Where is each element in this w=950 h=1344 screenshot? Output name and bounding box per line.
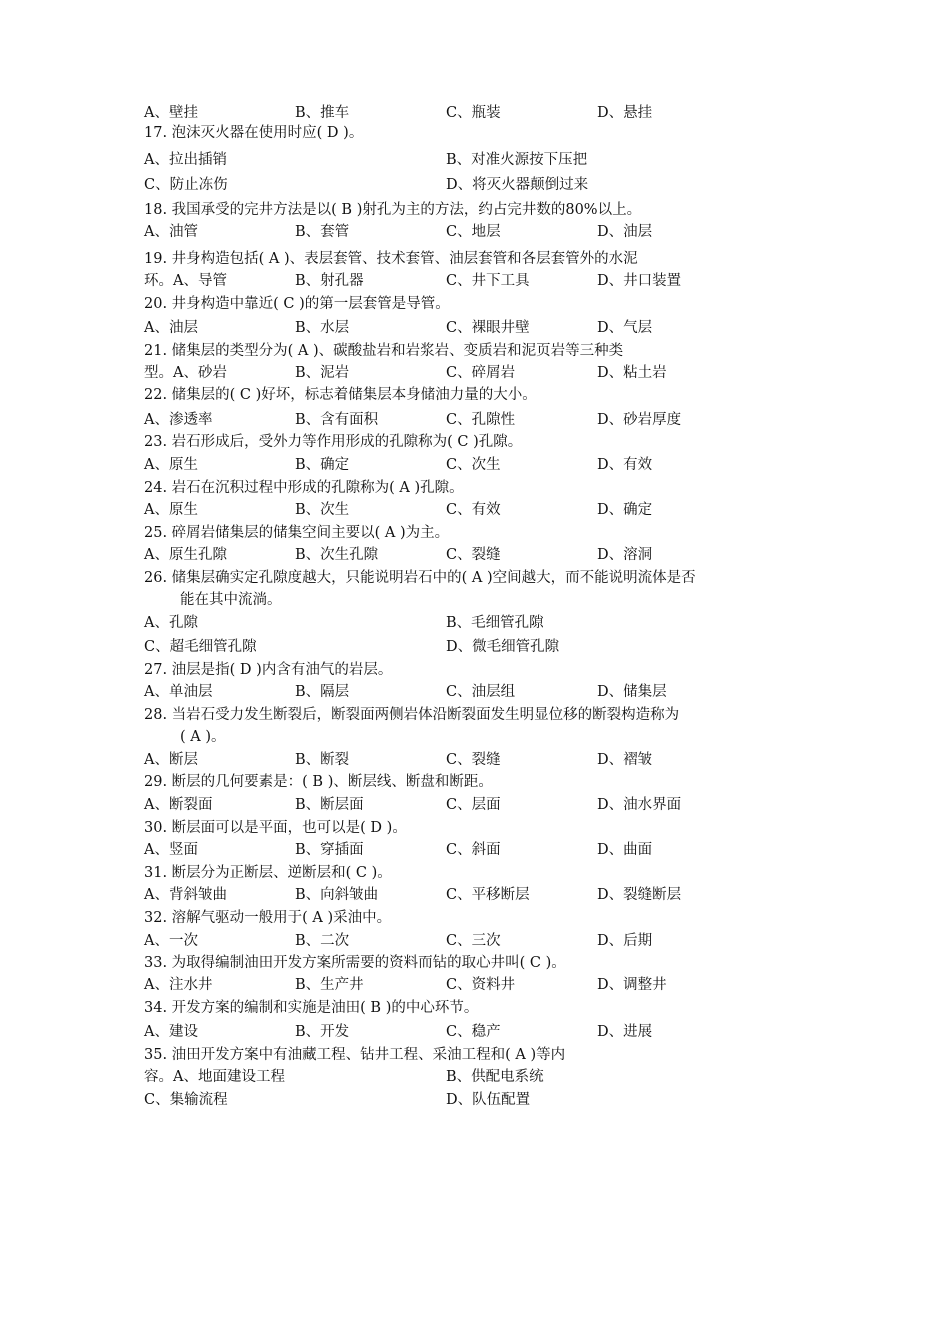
- question-27: 27. 油层是指( D )内含有油气的岩层。: [144, 662, 393, 678]
- option-d: D、裂缝断层: [597, 887, 682, 903]
- option-c: C、有效: [446, 502, 501, 518]
- option-c: C、斜面: [446, 842, 501, 858]
- question-34: 34. 开发方案的编制和实施是油田( B )的中心环节。: [144, 1000, 479, 1016]
- option-d: D、油水界面: [597, 797, 682, 813]
- option-b: B、水层: [295, 320, 350, 336]
- option-b: B、确定: [295, 457, 350, 473]
- option-b: B、隔层: [295, 684, 350, 700]
- question-35: 35. 油田开发方案中有油藏工程、钻井工程、采油工程和( A )等内: [144, 1047, 566, 1063]
- option-b: B、次生孔隙: [295, 547, 379, 563]
- option-c: C、平移断层: [446, 887, 530, 903]
- option-b: B、穿插面: [295, 842, 364, 858]
- option-d: D、微毛细管孔隙: [446, 639, 560, 655]
- option-a: A、油层: [144, 320, 198, 336]
- question-30: 30. 断层面可以是平面，也可以是( D )。: [144, 820, 407, 836]
- option-d: D、粘土岩: [597, 365, 667, 381]
- option-a: A、断层: [144, 752, 198, 768]
- option-c: C、防止冻伤: [144, 177, 228, 193]
- option-b: B、泥岩: [295, 365, 350, 381]
- question-19: 19. 井身构造包括( A )、表层套管、技术套管、油层套管和各层套管外的水泥: [144, 251, 638, 267]
- option-d: D、进展: [597, 1024, 653, 1040]
- option-c: C、油层组: [446, 684, 516, 700]
- option-b: B、开发: [295, 1024, 350, 1040]
- option-a: A、单油层: [144, 684, 213, 700]
- question-25: 25. 碎屑岩储集层的储集空间主要以( A )为主。: [144, 525, 450, 541]
- option-c: C、集输流程: [144, 1092, 228, 1108]
- option-a: A、一次: [144, 933, 198, 949]
- option-d: D、有效: [597, 457, 653, 473]
- option-d: D、油层: [597, 224, 653, 240]
- option-a: A、竖面: [144, 842, 198, 858]
- option-c: C、次生: [446, 457, 501, 473]
- option-a: A、建设: [144, 1024, 198, 1040]
- question-18: 18. 我国承受的完井方法是以( B )射孔为主的方法，约占完井数的80%以上。: [144, 202, 642, 218]
- question-28-continued: ( A )。: [180, 729, 226, 745]
- question-22: 22. 储集层的( C )好坏，标志着储集层本身储油力量的大小。: [144, 387, 537, 403]
- option-b: B、套管: [295, 224, 350, 240]
- question-23: 23. 岩石形成后，受外力等作用形成的孔隙称为( C )孔隙。: [144, 434, 523, 450]
- option-d: D、后期: [597, 933, 653, 949]
- question-24: 24. 岩石在沉积过程中形成的孔隙称为( A )孔隙。: [144, 480, 464, 496]
- option-d: D、悬挂: [597, 105, 653, 121]
- option-a: A、原生: [144, 457, 198, 473]
- option-d: D、确定: [597, 502, 653, 518]
- option-b: B、含有面积: [295, 412, 379, 428]
- option-d: D、气层: [597, 320, 653, 336]
- option-b: B、射孔器: [295, 273, 364, 289]
- option-a: A、油管: [144, 224, 198, 240]
- option-c: C、超毛细管孔隙: [144, 639, 257, 655]
- option-d: D、曲面: [597, 842, 653, 858]
- question-32: 32. 溶解气驱动一般用于( A )采油中。: [144, 910, 392, 926]
- option-d: D、褶皱: [597, 752, 653, 768]
- option-b: B、推车: [295, 105, 350, 121]
- option-a: A、拉出插销: [144, 152, 227, 168]
- option-d: D、溶洞: [597, 547, 653, 563]
- question-26: 26. 储集层确实定孔隙度越大，只能说明岩石中的( A )空间越大，而不能说明流体是否: [144, 570, 696, 586]
- option-c: C、稳产: [446, 1024, 501, 1040]
- option-a: A、壁挂: [144, 105, 198, 121]
- option-b: B、断裂: [295, 752, 350, 768]
- option-a: A、孔隙: [144, 615, 198, 631]
- option-c: C、地层: [446, 224, 501, 240]
- option-c: C、资料井: [446, 977, 516, 993]
- option-c: C、碎屑岩: [446, 365, 516, 381]
- option-c: C、裂缝: [446, 547, 501, 563]
- option-b: B、毛细管孔隙: [446, 615, 544, 631]
- option-a: A、背斜皱曲: [144, 887, 227, 903]
- question-17: 17. 泡沫灭火器在使用时应( D )。: [144, 125, 364, 141]
- option-b: B、断层面: [295, 797, 364, 813]
- option-c: C、瓶装: [446, 105, 501, 121]
- question-26-continued: 能在其中流淌。: [180, 592, 282, 608]
- option-d: D、队伍配置: [446, 1092, 531, 1108]
- question-21: 21. 储集层的类型分为( A )、碳酸盐岩和岩浆岩、变质岩和泥页岩等三种类: [144, 343, 624, 359]
- option-c: C、三次: [446, 933, 501, 949]
- option-d: D、储集层: [597, 684, 667, 700]
- option-c: C、裂缝: [446, 752, 501, 768]
- option-b: B、生产井: [295, 977, 364, 993]
- option-a: A、断裂面: [144, 797, 213, 813]
- option-b: B、供配电系统: [446, 1069, 544, 1085]
- option-c: C、孔隙性: [446, 412, 516, 428]
- option-b: B、二次: [295, 933, 350, 949]
- option-b: B、次生: [295, 502, 350, 518]
- question-33: 33. 为取得编制油田开发方案所需要的资料而钻的取心井叫( C )。: [144, 955, 566, 971]
- option-c: C、裸眼井壁: [446, 320, 530, 336]
- option-a: 容。A、地面建设工程: [144, 1069, 285, 1085]
- question-20: 20. 井身构造中靠近( C )的第一层套管是导管。: [144, 296, 450, 312]
- question-31: 31. 断层分为正断层、逆断层和( C )。: [144, 865, 392, 881]
- option-a: 型。A、砂岩: [144, 365, 227, 381]
- option-a: A、原生: [144, 502, 198, 518]
- option-a: A、原生孔隙: [144, 547, 227, 563]
- option-a: 环。A、导管: [144, 273, 227, 289]
- option-c: C、层面: [446, 797, 501, 813]
- option-d: D、调整井: [597, 977, 667, 993]
- option-d: D、砂岩厚度: [597, 412, 682, 428]
- option-d: D、井口装置: [597, 273, 682, 289]
- option-d: D、将灭火器颠倒过来: [446, 177, 589, 193]
- option-b: B、对准火源按下压把: [446, 152, 588, 168]
- option-a: A、注水井: [144, 977, 213, 993]
- option-c: C、井下工具: [446, 273, 530, 289]
- option-a: A、渗透率: [144, 412, 213, 428]
- option-b: B、向斜皱曲: [295, 887, 379, 903]
- question-29: 29. 断层的几何要素是：( B )、断层线、断盘和断距。: [144, 774, 493, 790]
- question-28: 28. 当岩石受力发生断裂后，断裂面两侧岩体沿断裂面发生明显位移的断裂构造称为: [144, 707, 680, 723]
